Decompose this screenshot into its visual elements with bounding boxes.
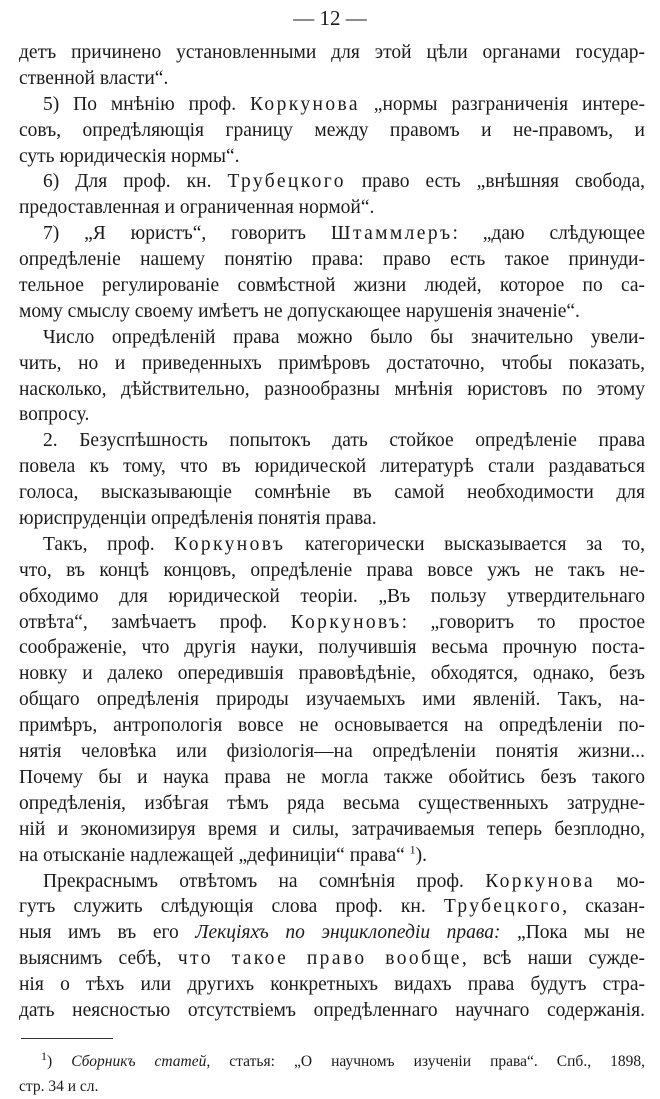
text-line-4 bbox=[19, 118, 645, 144]
text-line-9 bbox=[19, 247, 645, 273]
text-run: детъ причинено установленными для этой цѣли органами государ- bbox=[19, 42, 645, 63]
text-run: „нормы разграниченія интере- bbox=[359, 93, 645, 115]
text-run: предоставленная и ограниченная нормой“. bbox=[19, 197, 375, 219]
text-run: ныя имъ въ его bbox=[19, 922, 196, 944]
footnote-separator bbox=[21, 1038, 113, 1039]
text-line-30 bbox=[19, 791, 645, 817]
text-run: дать неясностью отсутствіемъ опредѣленнаго научнаго содержанія. bbox=[19, 999, 645, 1021]
text-run: мо- bbox=[595, 870, 645, 892]
text-run: голоса, высказывающіе сомнѣніе въ самой необходимости для bbox=[19, 482, 645, 504]
text-run: 2. Безуспѣшность попытокъ дать стойкое опредѣленіе права bbox=[43, 430, 645, 452]
text-run: ній и экономизируя время и силы, затрачиваемыя теперь безплодно, bbox=[19, 818, 645, 840]
text-line-17 bbox=[19, 454, 645, 480]
text-run: выяснимъ себѣ, bbox=[19, 948, 178, 970]
text-run: 7) „Я юристъ“, говоритъ bbox=[43, 223, 331, 245]
text-run: стр. 34 и сл. bbox=[19, 1077, 99, 1095]
main-text bbox=[19, 40, 645, 1099]
text-line-28 bbox=[19, 739, 645, 765]
text-run: , сказан- bbox=[562, 896, 645, 918]
text-run: обходимо для юридической теоріи. „Въ пользу утвердительнаго bbox=[19, 585, 645, 607]
text-line-12 bbox=[19, 325, 645, 351]
text-line-15 bbox=[19, 402, 645, 428]
emphasis-text: Сборникъ статей, bbox=[71, 1052, 211, 1070]
text-line-25 bbox=[19, 661, 645, 687]
text-run: статья: „О научномъ изученіи права“. Спб., 1898, bbox=[210, 1052, 645, 1070]
text-line-36 bbox=[19, 946, 645, 972]
text-line-14 bbox=[19, 377, 645, 403]
text-run: насколько, дѣйствительно, разнообразны мнѣнія юристовъ по этому bbox=[19, 378, 645, 400]
text-line-5 bbox=[19, 144, 645, 170]
text-run: : „говоритъ то простое bbox=[401, 611, 645, 633]
text-line-32 bbox=[19, 843, 645, 869]
text-line-18 bbox=[19, 480, 645, 506]
text-run: суть юридическія нормы“. bbox=[19, 145, 240, 167]
text-line-22 bbox=[19, 584, 645, 610]
text-run: мому смыслу своему имѣетъ не допускающее нарушенія значеніе“. bbox=[19, 300, 580, 322]
text-run: : „даю слѣдующее bbox=[452, 223, 645, 245]
text-line-10 bbox=[19, 273, 645, 299]
emphasis-text: Лекціяхъ по энциклопедіи права: bbox=[195, 922, 501, 944]
text-run: Прекраснымъ отвѣтомъ на сомнѣнія проф. bbox=[43, 870, 486, 892]
text-run: соображеніе, что другія науки, получившія весьма прочную поста- bbox=[19, 637, 645, 659]
text-line-29 bbox=[19, 765, 645, 791]
emphasis-text: Коркунова bbox=[250, 93, 360, 115]
text-run: общаго опредѣленія природы изучаемыхъ ими явленій. Такъ, на- bbox=[19, 689, 645, 711]
text-run: право есть „внѣшняя свобода, bbox=[345, 171, 645, 193]
text-line-8 bbox=[19, 221, 645, 247]
text-run: тельное регулированіе совмѣстной жизни людей, которое по са- bbox=[19, 275, 645, 297]
text-run: юриспруденціи опредѣленія понятія права. bbox=[19, 508, 377, 530]
text-line-35 bbox=[19, 920, 645, 946]
text-run: 6) Для проф. кн. bbox=[43, 171, 228, 193]
text-run: Почему бы и наука права не могла также обойтись безъ такого bbox=[19, 766, 645, 788]
text-run: Число опредѣленій права можно было бы значительно увели- bbox=[43, 326, 645, 348]
text-run: чить, но и приведенныхъ примѣровъ достаточно, чтобы показать, bbox=[19, 352, 645, 374]
text-run: гутъ служить слѣдующія слова проф. кн. bbox=[19, 896, 444, 918]
text-run: новку и далеко опередившія правовѣдѣніе, обходятся, однако, безъ bbox=[19, 663, 645, 685]
emphasis-text: Коркуновъ bbox=[290, 611, 402, 633]
text-line-19 bbox=[19, 506, 645, 532]
text-run: категорически высказывается за то, bbox=[285, 533, 645, 555]
text-run: совъ, опредѣляющія границу между правомъ и не-правомъ, и bbox=[19, 119, 645, 141]
text-line-38 bbox=[19, 998, 645, 1024]
text-run: 5) По мнѣнію проф. bbox=[43, 93, 250, 115]
text-run: примѣръ, антропологія вовсе не основывается на опредѣленіи по- bbox=[19, 715, 645, 737]
text-line-31 bbox=[19, 817, 645, 843]
text-line-13 bbox=[19, 351, 645, 377]
emphasis-text: Трубецкого bbox=[227, 171, 346, 193]
text-run: „Пока мы не bbox=[500, 922, 645, 944]
footnote-line-2 bbox=[19, 1074, 645, 1099]
text-run: на отысканіе надлежащей „дефиниціи“ права“ bbox=[19, 844, 410, 866]
text-line-34 bbox=[19, 894, 645, 920]
text-line-11 bbox=[19, 299, 645, 325]
text-run: ). bbox=[415, 844, 428, 866]
text-line-7 bbox=[19, 195, 645, 221]
text-line-1 bbox=[19, 40, 645, 66]
text-line-20 bbox=[19, 532, 645, 558]
emphasis-text: Коркунова bbox=[485, 870, 596, 892]
text-run: ственной власти“. bbox=[19, 67, 169, 89]
text-line-33 bbox=[19, 869, 645, 895]
text-run: , всѣ наши сужде- bbox=[461, 948, 645, 970]
footnote bbox=[19, 1049, 645, 1099]
text-run: опредѣленіе нашему понятію права: право есть такое принуди- bbox=[19, 249, 645, 271]
text-line-26 bbox=[19, 687, 645, 713]
text-run: опредѣленія, избѣгая тѣмъ ряда весьма существенныхъ затрудне- bbox=[19, 792, 645, 814]
text-run: вопросу. bbox=[19, 404, 90, 426]
text-run: Такъ, проф. bbox=[43, 533, 175, 555]
text-run: отвѣта“, замѣчаетъ проф. bbox=[19, 611, 291, 633]
footnote-marker: 1 bbox=[409, 842, 416, 857]
text-line-16 bbox=[19, 428, 645, 454]
footnote-marker: 1 bbox=[41, 1048, 47, 1063]
text-run: нія о тѣхъ или другихъ конкретныхъ видахъ права будутъ стра- bbox=[19, 974, 645, 996]
text-line-6 bbox=[19, 169, 645, 195]
text-run: ) bbox=[47, 1052, 72, 1070]
footnote-line-1 bbox=[19, 1049, 645, 1074]
text-line-37 bbox=[19, 972, 645, 998]
paragraph-lines bbox=[19, 40, 645, 1024]
emphasis-text: Штаммлеръ bbox=[330, 223, 453, 245]
text-line-27 bbox=[19, 713, 645, 739]
text-line-24 bbox=[19, 635, 645, 661]
text-line-3 bbox=[19, 92, 645, 118]
text-run: что, въ концѣ концовъ, опредѣленіе права вовсе ужъ не такъ не- bbox=[19, 559, 645, 581]
text-run: повела къ тому, что въ юридической литературѣ стали раздаваться bbox=[19, 456, 645, 478]
emphasis-text: что такое право вообще bbox=[177, 948, 462, 970]
text-line-23 bbox=[19, 610, 645, 636]
text-line-2 bbox=[19, 66, 645, 92]
text-run: нятія человѣка или физіологія—на опредѣленіи понятія жизни... bbox=[19, 741, 645, 763]
emphasis-text: Трубецкого bbox=[443, 896, 563, 918]
page-number: — 12 — bbox=[293, 6, 367, 30]
emphasis-text: Коркуновъ bbox=[174, 533, 286, 555]
text-line-21 bbox=[19, 558, 645, 584]
